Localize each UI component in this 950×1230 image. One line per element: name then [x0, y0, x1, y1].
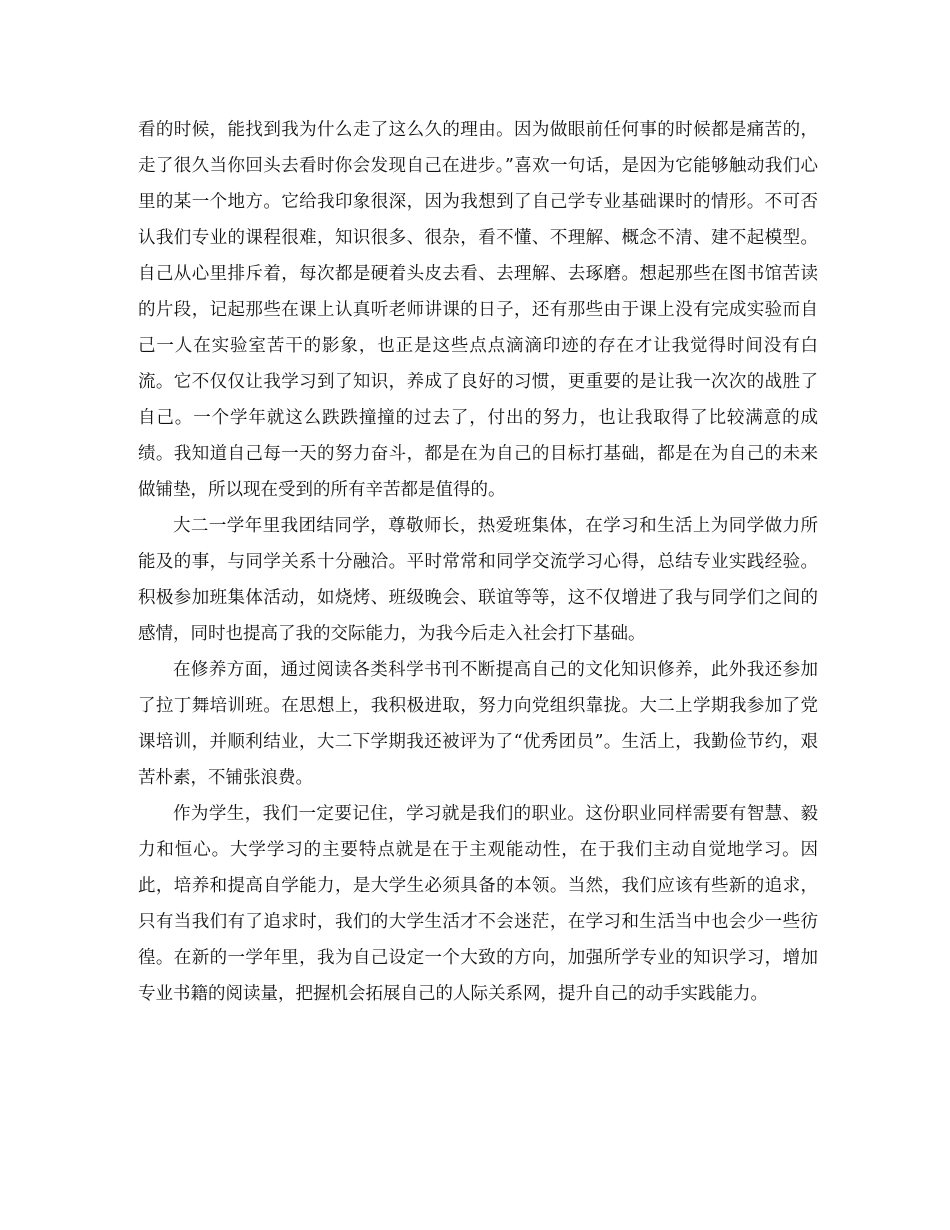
paragraph-3: 在修养方面，通过阅读各类科学书刊不断提高自己的文化知识修养，此外我还参加了拉丁舞培训班。在思想上，我积极进取，努力向党组织靠拢。大二上学期我参加了党课培训，并顺利结业，大二下学期我还被评为了“优秀团员”。生活上，我勤俭节约，艰苦朴素，不铺张浪费。	[138, 660, 818, 788]
paragraph-1: 看的时候，能找到我为什么走了这么久的理由。因为做眼前任何事的时候都是痛苦的，走了很久当你回头去看时你会发现自己在进步。”喜欢一句话，是因为它能够触动我们心里的某一个地方。它给我印象很深，因为我想到了自己学专业基础课时的情形。不可否认我们专业的课程很难，知识很多、很杂，看不懂、不理解、概念不清、建不起模型。自己从心里排斥着，每次都是硬着头皮去看、去理解、去琢磨。想起那些在图书馆苦读的片段，记起那些在课上认真听老师讲课的日子，还有那些由于课上没有完成实验而自己一人在实验室苦干的影象，也正是这些点点滴滴印迹的存在才让我觉得时间没有白流。它不仅仅让我学习到了知识，养成了良好的习惯，更重要的是让我一次次的战胜了自己。一个学年就这么跌跌撞撞的过去了，付出的努力，也让我取得了比较满意的成绩。我知道自己每一天的努力奋斗，都是在为自己的目标打基础，都是在为自己的未来做铺垫，所以现在受到的所有辛苦都是值得的。	[138, 120, 818, 500]
document-body	[138, 112, 818, 1012]
paragraph-2: 大二一学年里我团结同学，尊敬师长，热爱班集体，在学习和生活上为同学做力所能及的事，与同学关系十分融洽。平时常常和同学交流学习心得，总结专业实践经验。积极参加班集体活动，如烧烤、班级晚会、联谊等等，这不仅增进了我与同学们之间的感情，同时也提高了我的交际能力，为我今后走入社会打下基础。	[138, 516, 818, 644]
paragraph-4: 作为学生，我们一定要记住，学习就是我们的职业。这份职业同样需要有智慧、毅力和恒心。大学学习的主要特点就是在于主观能动性，在于我们主动自觉地学习。因此，培养和提高自学能力，是大学生必须具备的本领。当然，我们应该有些新的追求，只有当我们有了追求时，我们的大学生活才不会迷茫，在学习和生活当中也会少一些彷徨。在新的一学年里，我为自己设定一个大致的方向，加强所学专业的知识学习，增加专业书籍的阅读量，把握机会拓展自己的人际关系网，提升自己的动手实践能力。	[138, 804, 818, 1004]
